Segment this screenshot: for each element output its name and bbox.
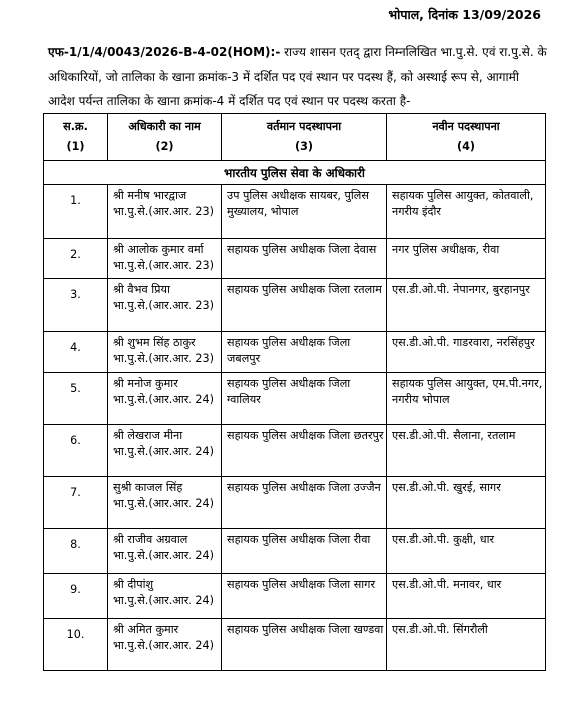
row-current-posting: सहायक पुलिस अधीक्षक जिला ग्वालियर (222, 373, 387, 425)
officer-service: भा.पु.से.(आर.आर. 23) (113, 205, 215, 218)
row-officer-name (108, 529, 222, 574)
officer-service: भा.पु.से.(आर.आर. 23) (113, 299, 215, 312)
officer-name: श्री मनीष भारद्वाज (113, 189, 187, 202)
officer-name: श्री दीपांशु (113, 578, 154, 591)
row-new-posting: एस.डी.ओ.पी. मनावर, धार (387, 574, 546, 619)
row-officer-name (108, 279, 222, 332)
table-row (44, 425, 546, 477)
officer-service: भा.पु.से.(आर.आर. 24) (113, 445, 215, 458)
officer-service: भा.पु.से.(आर.आर. 23) (113, 352, 215, 365)
row-new-posting: सहायक पुलिस आयुक्त, कोतवाली, नगरीय इंदौर (387, 185, 546, 239)
row-sno: 4. (44, 332, 108, 373)
table-header-row (44, 114, 546, 161)
officer-name: श्री मनोज कुमार (113, 377, 178, 390)
row-sno: 3. (44, 279, 108, 332)
officer-name: श्री अमित कुमार (113, 623, 179, 636)
row-sno: 5. (44, 373, 108, 425)
posting-table (43, 113, 546, 671)
row-current-posting: सहायक पुलिस अधीक्षक जिला उज्जैन (222, 477, 387, 529)
order-reference: एफ-1/1/4/0043/2026-B-4-02(HOM):- (48, 45, 281, 59)
row-new-posting: नगर पुलिस अधीक्षक, रीवा (387, 239, 546, 279)
officer-service: भा.पु.से.(आर.आर. 24) (113, 594, 215, 607)
row-officer-name (108, 477, 222, 529)
row-sno: 9. (44, 574, 108, 619)
row-new-posting: एस.डी.ओ.पी. सैलाना, रतलाम (387, 425, 546, 477)
row-current-posting: सहायक पुलिस अधीक्षक जिला खण्डवा (222, 619, 387, 671)
row-sno: 1. (44, 185, 108, 239)
header-officer-name: अधिकारी का नाम (2) (108, 114, 222, 161)
table-row (44, 185, 546, 239)
table-row (44, 332, 546, 373)
row-sno: 10. (44, 619, 108, 671)
officer-name: श्री लेखराज मीना (113, 429, 183, 442)
table-row (44, 279, 546, 332)
header-current-posting: वर्तमान पदस्थापना (3) (222, 114, 387, 161)
row-current-posting: उप पुलिस अधीक्षक सायबर, पुलिस मुख्यालय, भोपाल (222, 185, 387, 239)
row-current-posting: सहायक पुलिस अधीक्षक जिला देवास (222, 239, 387, 279)
table-row (44, 574, 546, 619)
table-row (44, 239, 546, 279)
order-text: राज्य शासन एतद् द्वारा निम्नलिखित भा.पु.से. एवं रा.पु.से. के अधिकारियों, जो तालिका के खाना क्रमांक-3 में दर्शित पद एवं स्थान पर पदस्थ हैं, को अस्थाई रूप से, आगामी आदेश पर्यन्त तालिका के खाना क्रमांक-4 में दर्शित पद एवं स्थान पर पदस्थ करता है- (48, 45, 547, 108)
row-current-posting: सहायक पुलिस अधीक्षक जिला रीवा (222, 529, 387, 574)
officer-name: श्री राजीव अग्रवाल (113, 533, 188, 546)
row-officer-name (108, 185, 222, 239)
row-officer-name (108, 574, 222, 619)
row-new-posting: सहायक पुलिस आयुक्त, एम.पी.नगर, नगरीय भोपाल (387, 373, 546, 425)
row-new-posting: एस.डी.ओ.पी. नेपानगर, बुरहानपुर (387, 279, 546, 332)
row-current-posting: सहायक पुलिस अधीक्षक जिला रतलाम (222, 279, 387, 332)
table-row (44, 529, 546, 574)
row-current-posting: सहायक पुलिस अधीक्षक जिला सागर (222, 574, 387, 619)
row-sno: 8. (44, 529, 108, 574)
row-current-posting: सहायक पुलिस अधीक्षक जिला छतरपुर (222, 425, 387, 477)
row-officer-name (108, 373, 222, 425)
header-sno: स.क्र. (1) (44, 114, 108, 161)
row-officer-name (108, 239, 222, 279)
row-officer-name (108, 425, 222, 477)
row-new-posting: एस.डी.ओ.पी. गाडरवारा, नरसिंहपुर (387, 332, 546, 373)
section-row (44, 161, 546, 185)
row-current-posting: सहायक पुलिस अधीक्षक जिला जबलपुर (222, 332, 387, 373)
order-paragraph (48, 40, 548, 114)
officer-name: सुश्री काजल सिंह (113, 481, 183, 494)
row-new-posting: एस.डी.ओ.पी. खुरई, सागर (387, 477, 546, 529)
table-row (44, 373, 546, 425)
header-new-posting: नवीन पदस्थापना (4) (387, 114, 546, 161)
officer-service: भा.पु.से.(आर.आर. 24) (113, 497, 215, 510)
row-sno: 6. (44, 425, 108, 477)
table-row (44, 477, 546, 529)
row-officer-name (108, 619, 222, 671)
row-new-posting: एस.डी.ओ.पी. सिंगरौली (387, 619, 546, 671)
officer-service: भा.पु.से.(आर.आर. 23) (113, 259, 215, 272)
place-date: भोपाल, दिनांक 13/09/2026 (388, 7, 541, 22)
section-title: भारतीय पुलिस सेवा के अधिकारी (44, 161, 546, 185)
officer-name: श्री शुभम सिंह ठाकुर (113, 336, 196, 349)
officer-service: भा.पु.से.(आर.आर. 24) (113, 549, 215, 562)
officer-name: श्री वैभव प्रिया (113, 283, 170, 296)
row-sno: 7. (44, 477, 108, 529)
officer-service: भा.पु.से.(आर.आर. 24) (113, 393, 215, 406)
row-sno: 2. (44, 239, 108, 279)
officer-name: श्री आलोक कुमार वर्मा (113, 243, 204, 256)
table-row (44, 619, 546, 671)
row-new-posting: एस.डी.ओ.पी. कुक्षी, धार (387, 529, 546, 574)
row-officer-name (108, 332, 222, 373)
officer-service: भा.पु.से.(आर.आर. 24) (113, 639, 215, 652)
